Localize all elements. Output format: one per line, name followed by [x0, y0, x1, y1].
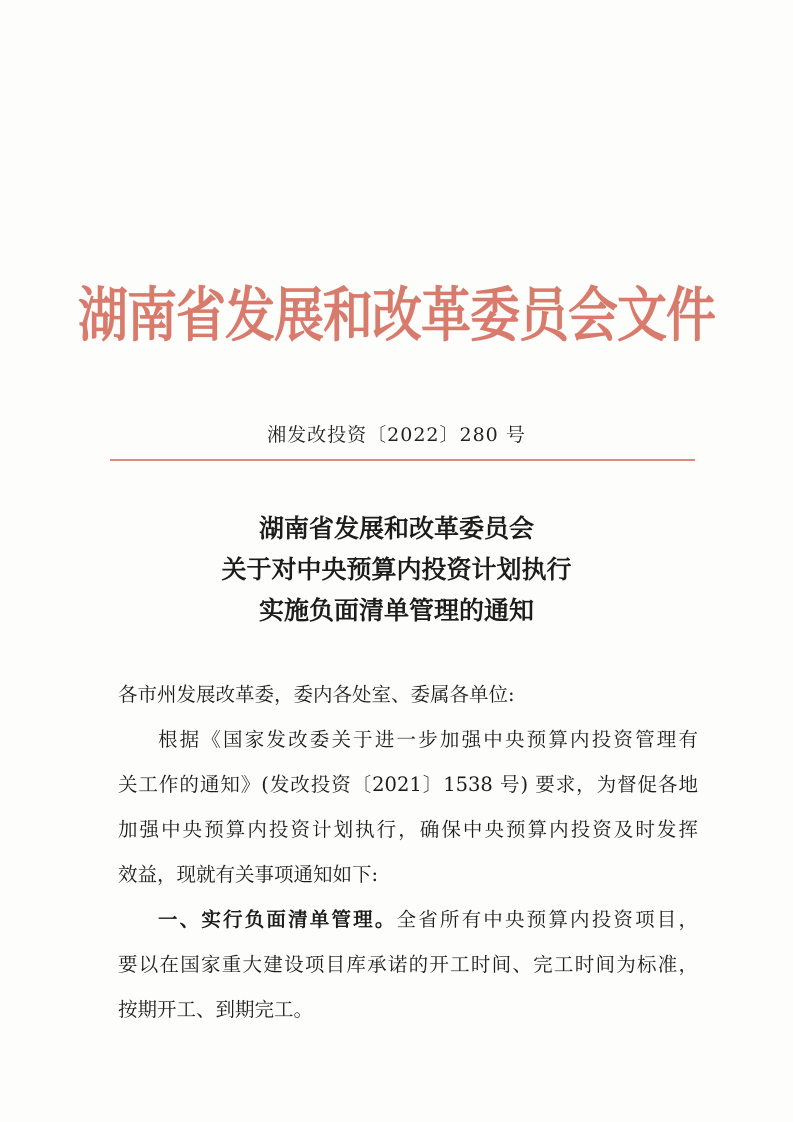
- notice-title-line-2: 关于对中央预算内投资计划执行: [221, 555, 572, 584]
- paragraph-1-line-1: 根据《国家发改委关于进一步加强中央预算内投资管理有: [158, 728, 698, 751]
- notice-title-line-1: 湖南省发展和改革委员会: [258, 514, 534, 543]
- notice-title-line-3: 实施负面清单管理的通知: [258, 596, 534, 625]
- notice-body: [118, 672, 698, 1032]
- section-1-line-1-text: 全省所有中央预算内投资项目，: [396, 908, 698, 931]
- agency-header-title: 湖南省发展和改革委员会文件: [78, 279, 715, 350]
- paragraph-1-line-3: 加强中央预算内投资计划执行，确保中央预算内投资及时发挥: [118, 818, 698, 841]
- section-1-line-1: [118, 897, 698, 942]
- paragraph-1-line-4: 效益，现就有关事项通知如下:: [118, 863, 379, 886]
- red-divider-line: [110, 459, 695, 461]
- document-number: 湘发改投资〔2022〕280 号: [267, 424, 526, 446]
- section-1-heading: 一、实行负面清单管理。: [158, 908, 397, 931]
- section-1-line-3: 按期开工、到期完工。: [118, 998, 314, 1021]
- paragraph-1-line-2: 关工作的通知》(发改投资〔2021〕1538 号) 要求，为督促各地: [118, 773, 698, 796]
- salutation: 各市州发展改革委，委内各处室、委属各单位:: [118, 683, 515, 706]
- section-1-line-2: 要以在国家重大建设项目库承诺的开工时间、完工时间为标准，: [118, 953, 698, 976]
- notice-title: [0, 508, 793, 631]
